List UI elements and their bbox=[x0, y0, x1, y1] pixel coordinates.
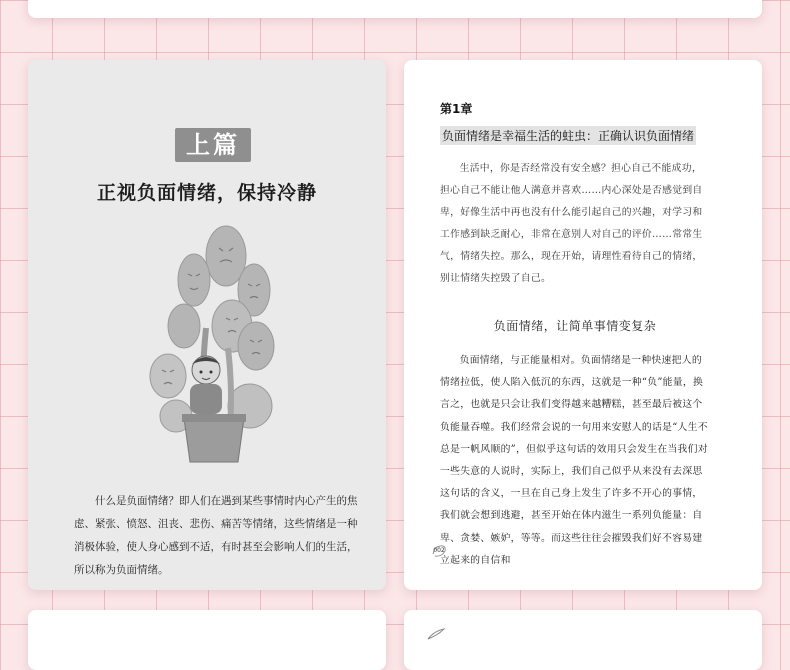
part-badge: 上篇 bbox=[175, 128, 251, 162]
page-number bbox=[430, 542, 448, 560]
page-number-label: 002 bbox=[433, 547, 445, 554]
left-book-page bbox=[28, 60, 386, 590]
part-intro-text: 什么是负面情绪？即人们在遇到某些事情时内心产生的焦虑、紧张、愤怒、沮丧、悲伤、痛苦等情绪，这些情绪是一种消极体验，使人身心感到不适，有时甚至会影响人们的生活，所以称为负面情绪。 bbox=[74, 495, 358, 576]
feather-decoration-icon bbox=[426, 628, 446, 640]
next-right-page-card bbox=[404, 610, 762, 670]
part-title: 正视负面情绪，保持冷静 bbox=[96, 182, 317, 204]
chapter-intro-text: 生活中，你是否经常没有安全感？担心自己不能成功，担心自己不能让他人满意并喜欢……内心深处是否感觉到自卑，好像生活中再也没有什么能引起自己的兴趣，对学习和工作感到缺乏耐心，非常在意别人对自己的评价……常常生气，情绪失控。那么，现在开始，请理性看待自己的情绪，别让情绪失控毁了自己。 bbox=[440, 163, 703, 284]
right-book-page bbox=[404, 60, 762, 590]
section-body-text: 负面情绪，与正能量相对。负面情绪是一种快速把人的情绪拉低，使人陷入低沉的东西，这就是一种“负”能量，换言之，也就是只会让我们变得越来越糟糕，甚至最后被这个负能量吞噬。我们经常会说的一句用来安慰人的话是“人生不总是一帆风顺的”，但似乎这句话的效用只会发生在当我们对一些失意的人说时，实际上，我们自己似乎从来没有去深思这句话的含义，一旦在自己身上发生了许多不开心的事情，我们就会想到逃避，甚至开始在体内滋生一系列负能量：自卑、贪婪、嫉妒，等等。而这些往往会摧毁我们好不容易建立起来的自信和 bbox=[440, 355, 708, 566]
chapter-number: 第1章 bbox=[440, 102, 473, 116]
section-heading: 负面情绪，让简单事情变复杂 bbox=[493, 319, 657, 333]
top-page-card bbox=[28, 0, 762, 18]
worried-emotions-figure-illustration bbox=[146, 218, 286, 468]
next-left-page-card bbox=[28, 610, 386, 670]
chapter-title: 负面情绪是幸福生活的蛀虫：正确认识负面情绪 bbox=[440, 126, 696, 145]
